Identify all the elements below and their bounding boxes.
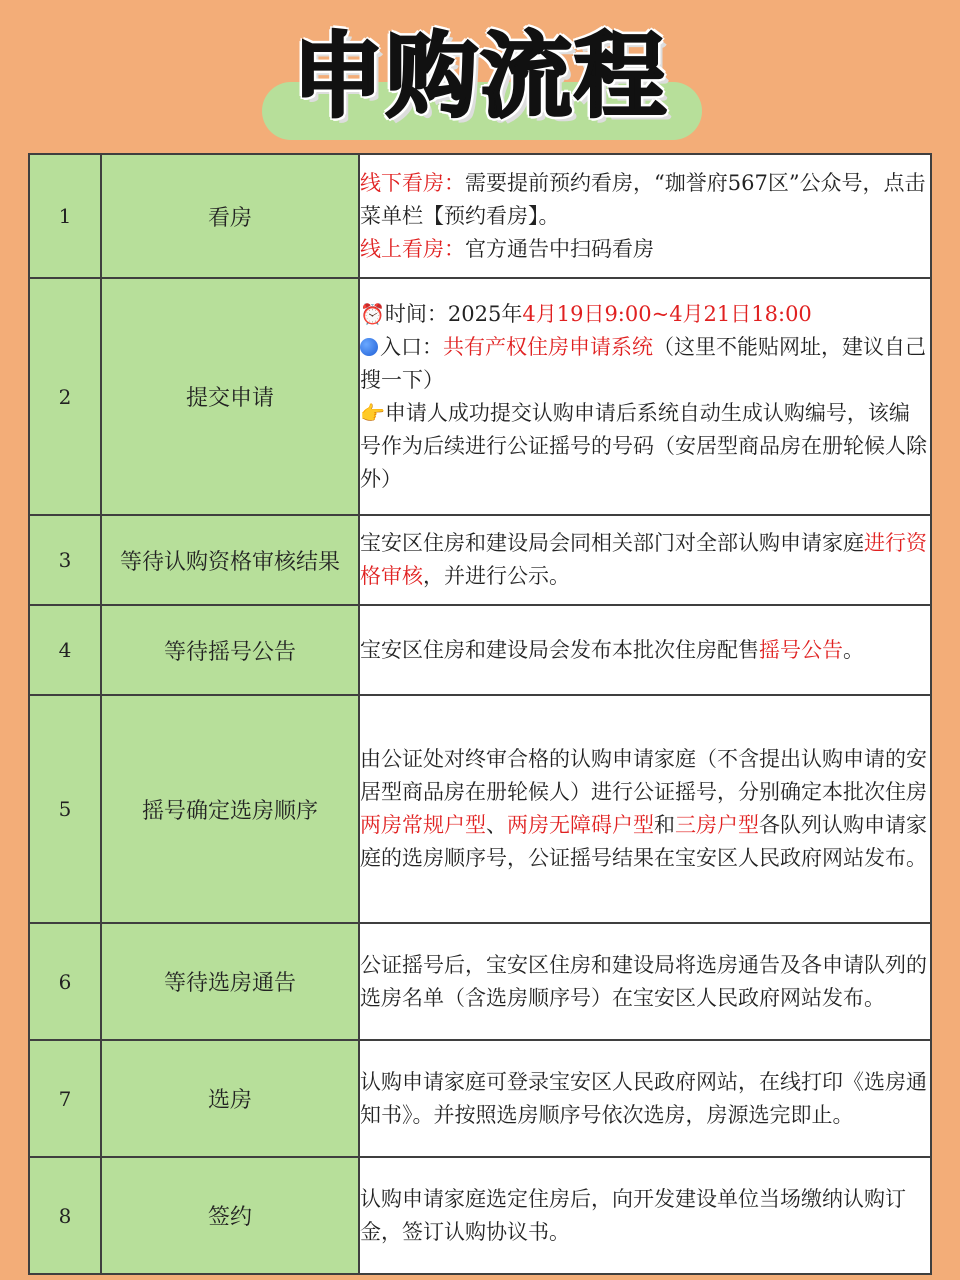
step-name: 选房 <box>101 1040 359 1157</box>
desc-highlight: 线下看房： <box>360 170 465 195</box>
step-description <box>359 154 931 278</box>
time-year: 2025年 <box>447 301 523 326</box>
step-name: 签约 <box>101 1157 359 1274</box>
desc-text: 宝安区住房和建设局会发布本批次住房配售 <box>360 637 759 662</box>
step-number: 3 <box>29 515 101 605</box>
desc-paragraph <box>360 233 930 266</box>
step-name: 看房 <box>101 154 359 278</box>
step-name: 等待认购资格审核结果 <box>101 515 359 605</box>
time-line <box>360 298 930 331</box>
entry-system: 共有产权住房申请系统 <box>443 334 653 359</box>
table-row <box>29 1040 931 1157</box>
entry-line <box>360 331 930 397</box>
step-number: 8 <box>29 1157 101 1274</box>
table-row <box>29 605 931 695</box>
note-text: 申请人成功提交认购申请后系统自动生成认购编号，该编号作为后续进行公证摇号的号码（安居型商品房在册轮候人除外） <box>360 400 927 491</box>
step-number: 1 <box>29 154 101 278</box>
step-name: 等待选房通告 <box>101 923 359 1040</box>
desc-paragraph <box>360 167 930 233</box>
table-row <box>29 154 931 278</box>
title-area <box>0 0 960 150</box>
entry-note: （这里不能贴网址，建议自己搜一下） <box>360 334 926 392</box>
desc-text: 各队列认购申请家庭的选房顺序号，公证摇号结果在宝安区人民政府网站发布。 <box>360 813 927 870</box>
alarm-clock-icon: ⏰ <box>360 301 385 326</box>
time-range: 4月19日9:00~4月21日18:00 <box>522 301 812 326</box>
time-label: 时间： <box>384 301 448 326</box>
desc-highlight: 摇号公告 <box>759 637 843 662</box>
entry-label: 入口： <box>380 334 443 359</box>
step-number: 4 <box>29 605 101 695</box>
table-row <box>29 515 931 605</box>
step-name: 提交申请 <box>101 278 359 515</box>
note-line <box>360 397 930 496</box>
desc-highlight: 两房常规户型 <box>360 813 486 837</box>
step-number: 2 <box>29 278 101 515</box>
desc-text: ，并进行公示。 <box>423 564 570 588</box>
pointing-hand-icon: 👉 <box>360 400 385 425</box>
table-row <box>29 923 931 1040</box>
step-description <box>359 515 931 605</box>
blue-circle-icon <box>360 338 378 356</box>
step-description: 认购申请家庭选定住房后，向开发建设单位当场缴纳认购订金，签订认购协议书。 <box>359 1157 931 1274</box>
desc-text: 由公证处对终审合格的认购申请家庭（不含提出认购申请的安居型商品房在册轮候人）进行公证摇号，分别确定本批次住房 <box>360 747 927 804</box>
desc-text: 、 <box>486 813 507 837</box>
desc-text: 需要提前预约看房，“珈誉府567区”公众号，点击菜单栏【预约看房】。 <box>360 170 926 228</box>
step-name: 摇号确定选房顺序 <box>101 695 359 923</box>
step-description <box>359 278 931 515</box>
process-table <box>28 153 932 1275</box>
step-number: 5 <box>29 695 101 923</box>
step-number: 7 <box>29 1040 101 1157</box>
desc-text: 和 <box>654 813 675 837</box>
desc-text: 。 <box>843 637 864 662</box>
desc-highlight: 线上看房： <box>360 236 465 261</box>
desc-text: 官方通告中扫码看房 <box>465 236 654 261</box>
step-description: 公证摇号后，宝安区住房和建设局将选房通告及各申请队列的选房名单（含选房顺序号）在宝安区人民政府网站发布。 <box>359 923 931 1040</box>
step-name: 等待摇号公告 <box>101 605 359 695</box>
page-title: 申购流程 <box>291 23 668 130</box>
step-number: 6 <box>29 923 101 1040</box>
desc-highlight: 两房无障碍户型 <box>507 813 654 837</box>
table-row <box>29 1157 931 1274</box>
table-row <box>29 278 931 515</box>
desc-text: 宝安区住房和建设局会同相关部门对全部认购申请家庭 <box>360 531 864 555</box>
desc-highlight: 三房户型 <box>675 813 759 837</box>
step-description: 认购申请家庭可登录宝安区人民政府网站，在线打印《选房通知书》。并按照选房顺序号依次选房，房源选完即止。 <box>359 1040 931 1157</box>
table-row <box>29 695 931 923</box>
step-description <box>359 695 931 923</box>
step-description <box>359 605 931 695</box>
desc-highlight: 进行资格审核 <box>360 531 927 588</box>
